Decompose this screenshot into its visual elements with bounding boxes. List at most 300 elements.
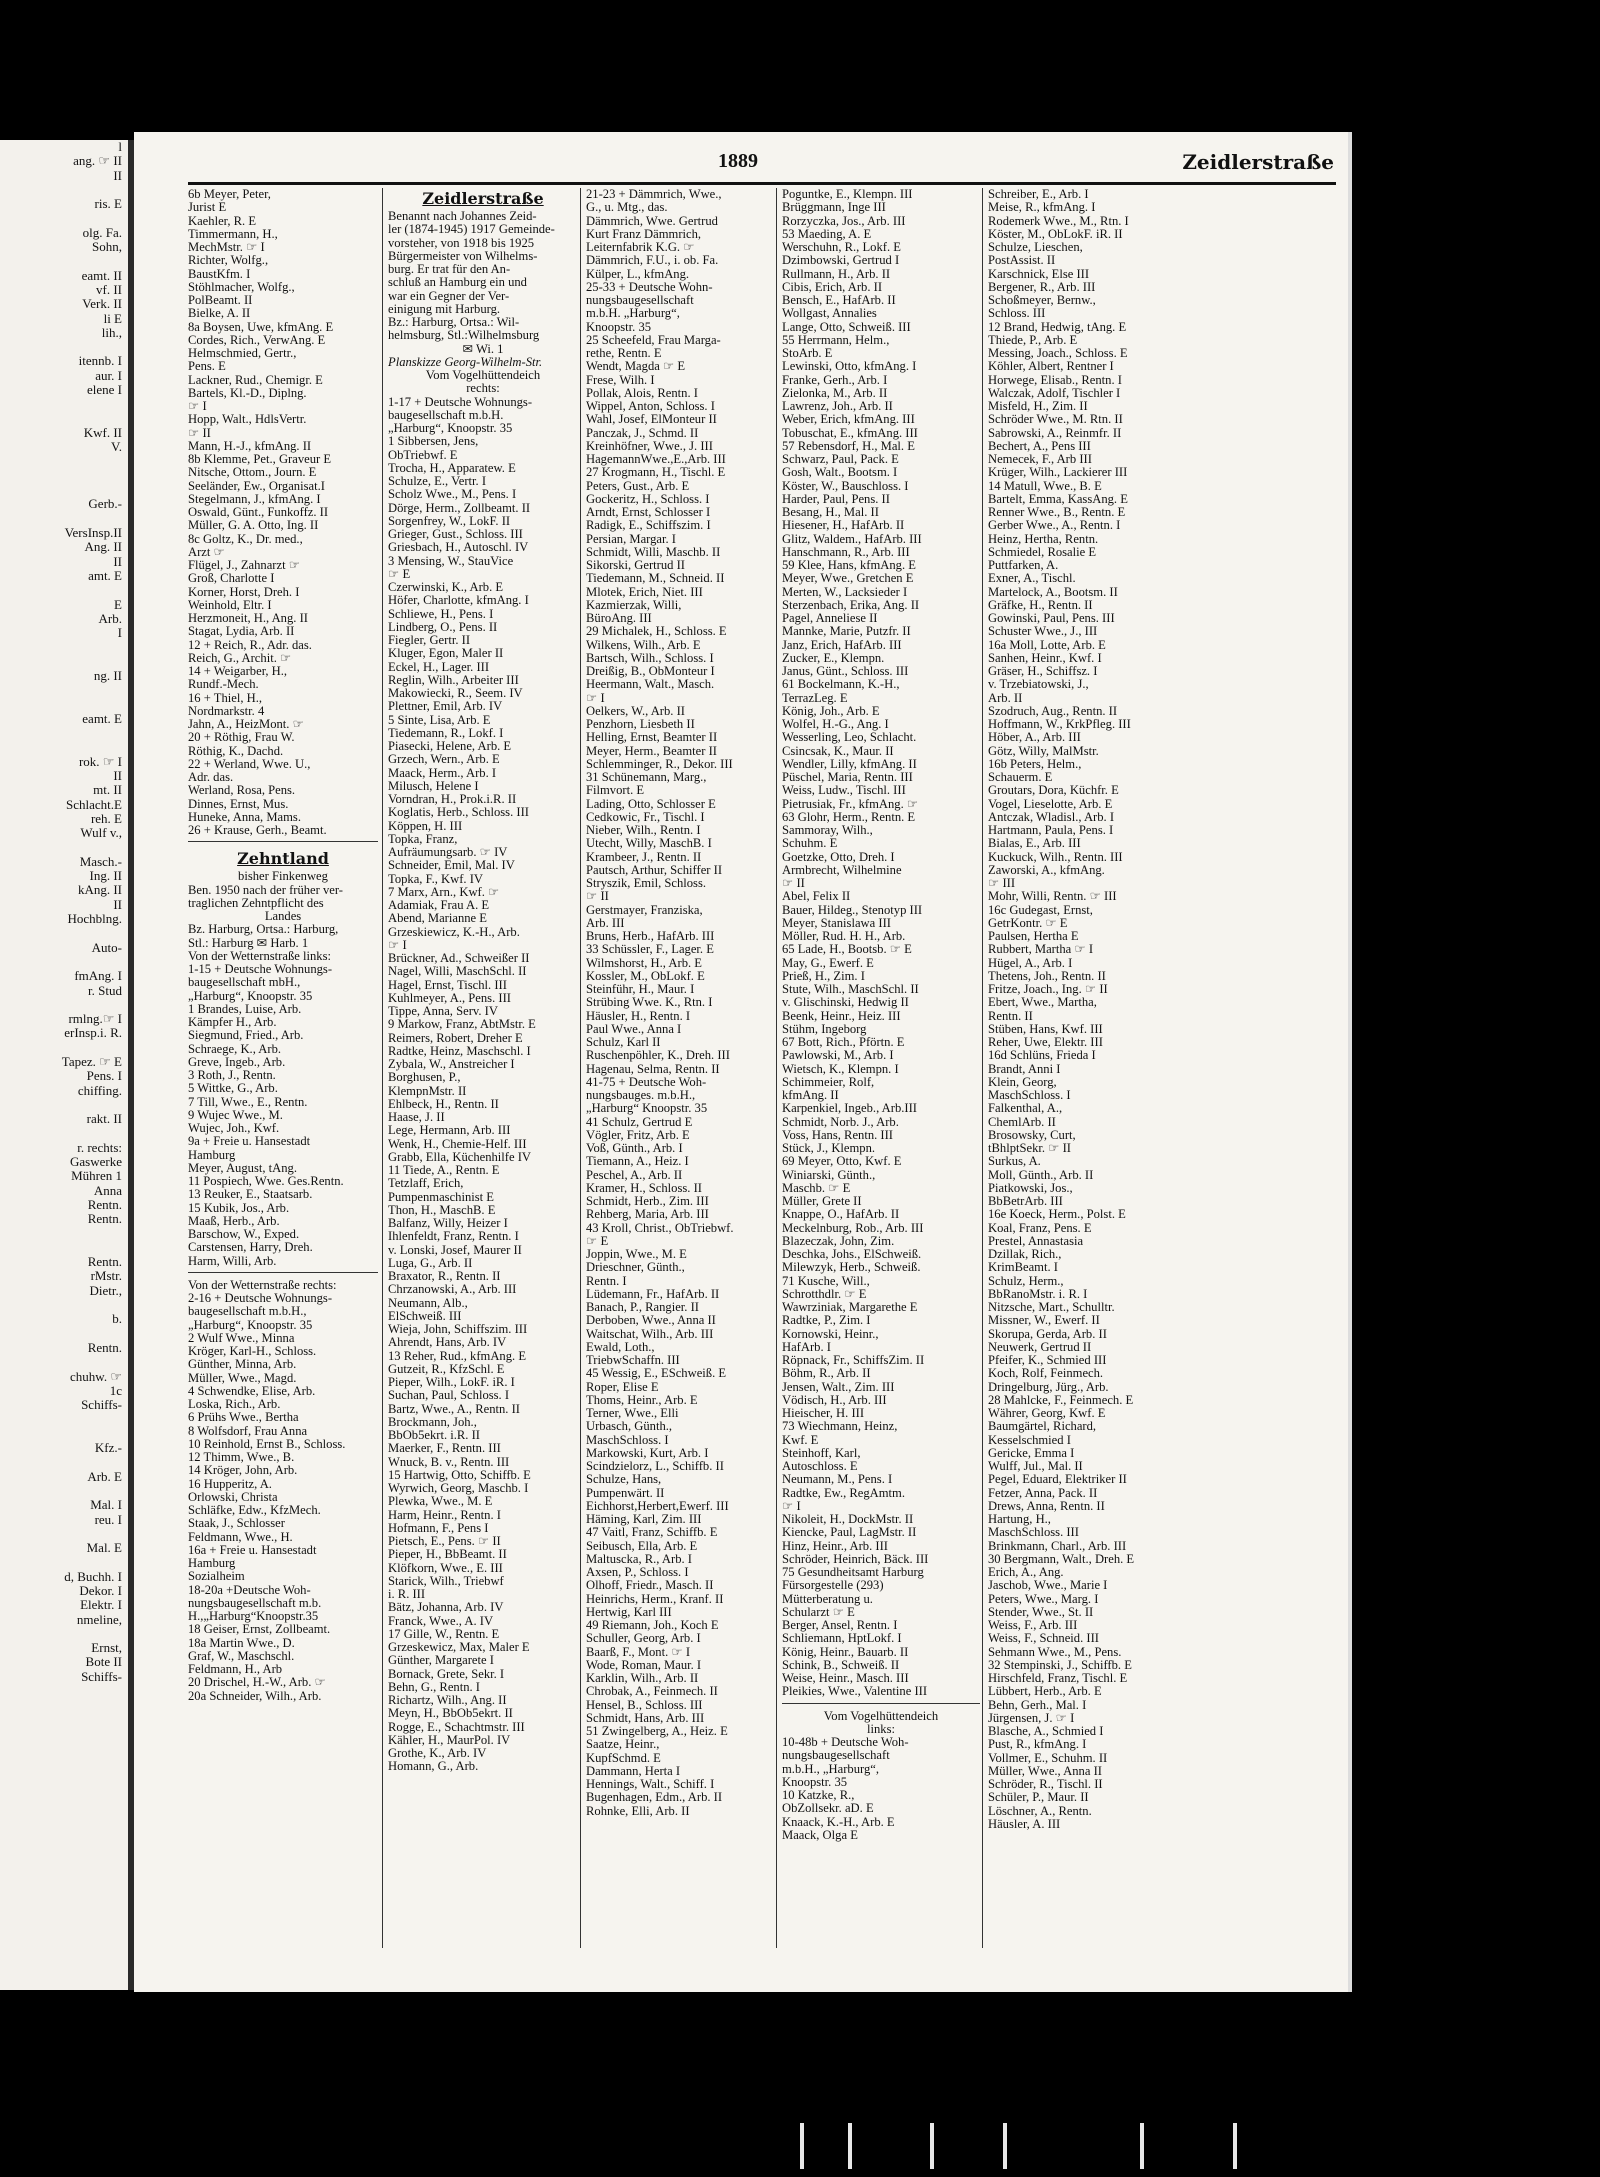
directory-entry: Bialas, E., Arb. III: [988, 837, 1081, 851]
directory-entry: 16e Koeck, Herm., Polst. E: [988, 1208, 1126, 1222]
previous-page-line: Bote II: [85, 1654, 122, 1670]
directory-entry: Pust, R., kfmAng. I: [988, 1738, 1087, 1752]
directory-entry: 73 Wiechmann, Heinz,: [782, 1420, 898, 1434]
directory-entry: ☞ I: [188, 400, 207, 413]
directory-entry: Rogge, E., Schachtmstr. III: [388, 1720, 525, 1734]
directory-entry: Sammoray, Wilh.,: [782, 824, 873, 837]
directory-entry: Dörge, Herm., Zollbeamt. II: [388, 501, 531, 515]
directory-entry: Weiss, F., Arb. III: [988, 1619, 1078, 1632]
directory-entry: 41-75 + Deutsche Woh-: [586, 1075, 707, 1089]
directory-entry: Voss, Hans, Rentn. III: [782, 1128, 894, 1142]
previous-page-line: reh. E: [90, 810, 122, 826]
previous-page-line: II: [113, 896, 122, 912]
directory-entry: Leiternfabrik K.G. ☞: [586, 241, 695, 254]
directory-entry: Pagel, Anneliese II: [782, 612, 878, 625]
directory-entry: Kluger, Egon, Maler II: [388, 647, 504, 661]
directory-entry: Bartz, Wwe., A., Rentn. II: [388, 1402, 520, 1416]
directory-entry: Bornack, Grete, Sekr. I: [388, 1667, 505, 1681]
directory-entry: Hagel, Ernst, Tischl. III: [388, 978, 507, 992]
directory-entry: Ihlenfeldt, Franz, Rentn. I: [388, 1230, 519, 1244]
directory-entry: Günther, Margarete I: [388, 1654, 494, 1668]
directory-entry: 16a Moll, Lotte, Arb. E: [988, 638, 1106, 652]
directory-entry: Eichhorst,Herbert,Ewerf. III: [586, 1499, 729, 1513]
street-note: Planskizze Georg-Wilhelm-Str.: [388, 355, 543, 369]
directory-entry: Wietsch, K., Klempn. I: [782, 1062, 899, 1076]
directory-entry: ☞ E: [586, 1234, 609, 1248]
directory-entry: 16c Gudegast, Ernst,: [988, 903, 1093, 917]
directory-entry: Schmidt, Herb., Zim. III: [586, 1195, 709, 1208]
directory-entry: Müller, G. A. Otto, Ing. II: [188, 519, 319, 533]
directory-entry: Ebert, Wwe., Martha,: [988, 996, 1097, 1010]
directory-entry: Rohnke, Elli, Arb. II: [586, 1804, 690, 1818]
directory-entry: Dammann, Herta I: [586, 1764, 681, 1778]
directory-entry: Gockeritz, H., Schloss. I: [586, 492, 710, 506]
directory-entry: Neumann, Alb.,: [388, 1296, 468, 1310]
directory-entry: 2 Wulf Wwe., Minna: [188, 1331, 295, 1345]
directory-entry: Brosowsky, Curt,: [988, 1128, 1076, 1142]
directory-entry: Luga, G., Arb. II: [388, 1256, 473, 1270]
directory-entry: Heinz, Hertha, Rentn.: [988, 532, 1099, 546]
directory-entry: Schliemann, HptLokf. I: [782, 1632, 902, 1646]
directory-entry: Weinhold, Eltr. I: [188, 598, 272, 612]
directory-entry: Bartsch, Wilh., Schloss. I: [586, 651, 714, 665]
directory-entry: Schink, B., Schweiß. II: [782, 1658, 900, 1672]
directory-entry: Kossler, M., ObLokf. E: [586, 969, 705, 983]
directory-entry: 13 Reuker, E., Staatsarb.: [188, 1188, 313, 1202]
directory-entry: Pollak, Alois, Rentn. I: [586, 386, 698, 400]
previous-page-line: [0, 1527, 128, 1541]
directory-entry: Prestel, Annastasia: [988, 1234, 1084, 1248]
directory-entry: 5 Wittke, G., Arb.: [188, 1082, 278, 1096]
previous-page-line: Ing. II: [89, 868, 122, 884]
directory-entry: v. Trzebiatowski, J.,: [988, 678, 1089, 692]
directory-entry: Wahl, Josef, ElMonteur II: [586, 413, 717, 427]
directory-entry: Wode, Roman, Maur. I: [586, 1658, 702, 1672]
directory-entry: Griesbach, H., Autoschl. IV: [388, 541, 529, 555]
directory-entry: Balfanz, Willy, Heizer I: [388, 1217, 508, 1230]
directory-entry: Besang, H., Mal. II: [782, 506, 879, 519]
directory-entry: Renner Wwe., B., Rentn. E: [988, 506, 1126, 519]
previous-page-line: Schiffs-: [81, 1397, 122, 1413]
directory-entry: Thon, H., MaschB. E: [388, 1203, 496, 1217]
previous-page-line: [0, 254, 128, 268]
previous-page-line: eamt. II: [81, 267, 122, 283]
directory-entry: Gräser, H., Schiffsz. I: [988, 665, 1098, 678]
directory-entry: Erich, A., Ang.: [988, 1566, 1064, 1579]
columns: [188, 188, 1336, 1948]
directory-entry: Hofmann, F., Pens I: [388, 1521, 489, 1535]
previous-page-line: Verk. II: [82, 296, 122, 312]
directory-entry: Zucker, E., Klempn.: [782, 651, 885, 665]
directory-entry: Schloss. III: [988, 307, 1046, 321]
directory-entry: Ahrendt, Hans, Arb. IV: [388, 1336, 507, 1350]
previous-page-line: [0, 740, 128, 754]
directory-entry: HafArb. I: [782, 1340, 831, 1354]
directory-entry: 27 Krogmann, H., Tischl. E: [586, 466, 726, 480]
directory-entry: Möller, Rud. H. H., Arb.: [782, 930, 906, 943]
directory-entry: Götz, Willy, MalMstr.: [988, 744, 1099, 758]
directory-entry: Schimmeier, Rolf,: [782, 1075, 875, 1089]
directory-entry: einigung mit Harburg.: [388, 302, 501, 316]
directory-entry: Olhoff, Friedr., Masch. II: [586, 1579, 714, 1593]
directory-entry: Arb. III: [586, 916, 625, 930]
directory-entry: Schröder Wwe., M. Rtn. II: [988, 413, 1123, 427]
directory-entry: tBhlptSekr. ☞ II: [988, 1142, 1072, 1155]
directory-entry: TerrazLeg. E: [782, 691, 848, 705]
street-heading: Zehntland: [237, 849, 329, 869]
directory-entry: Helling, Ernst, Beamter II: [586, 731, 718, 745]
directory-entry: 15 Hartwig, Otto, Schiffb. E: [388, 1468, 531, 1482]
directory-entry: Axsen, P., Schloss. I: [586, 1566, 689, 1579]
directory-entry: Schröder, Heinrich, Bäck. III: [782, 1552, 929, 1566]
directory-entry: Chrzanowski, A., Arb. III: [388, 1283, 517, 1297]
directory-entry: Fürsorgestelle (293): [782, 1579, 884, 1593]
previous-page-line: ng. II: [93, 667, 122, 683]
directory-entry: Groutars, Dora, Küchfr. E: [988, 784, 1119, 798]
directory-entry: Hensel, B., Schloss. III: [586, 1698, 703, 1712]
directory-entry: „Harburg“, Knoopstr. 35: [188, 1318, 313, 1332]
directory-entry: Wendler, Lilly, kfmAng. II: [782, 757, 917, 771]
directory-entry: Joppin, Wwe., M. E: [586, 1248, 687, 1261]
directory-entry: Schüler, P., Maur. II: [988, 1791, 1089, 1805]
directory-entry: Puttfarken, A.: [988, 559, 1059, 572]
directory-entry: Roper, Elise E: [586, 1380, 659, 1394]
directory-entry: 69 Meyer, Otto, Kwf. E: [782, 1155, 902, 1169]
previous-page-line: Gaswerke: [70, 1154, 122, 1170]
directory-entry: Nitzsche, Mart., Schulltr.: [988, 1301, 1115, 1314]
directory-entry: Sehmann Wwe., M., Pens.: [988, 1645, 1122, 1659]
directory-entry: Karpenkiel, Ingeb., Arb.III: [782, 1102, 917, 1116]
directory-entry: baugesellschaft m.b.H.,: [188, 1305, 307, 1319]
directory-entry: Brandt, Anni I: [988, 1062, 1061, 1076]
directory-entry: Wollgast, Annalies: [782, 307, 877, 321]
directory-entry: 14 + Weigarber, H.,: [188, 665, 288, 678]
binding-mark: [848, 2123, 852, 2169]
binding-mark: [1140, 2123, 1144, 2169]
directory-entry: Cordes, Rich., VerwAng. E: [188, 333, 326, 347]
directory-entry: 47 Vaitl, Franz, Schiffb. E: [586, 1526, 718, 1540]
directory-entry: Exner, A., Tischl.: [988, 572, 1076, 586]
directory-entry: Sorgenfrey, W., LokF. II: [388, 514, 511, 528]
directory-entry: Kähler, H., MaurPol. IV: [388, 1733, 511, 1747]
directory-entry: 67 Bott, Rich., Pförtn. E: [782, 1036, 905, 1049]
directory-entry: Hanschmann, R., Arb. III: [782, 545, 910, 559]
previous-page-line: amt. E: [88, 567, 122, 583]
directory-entry: Bz.: Harburg, Ortsa.: Wil-: [388, 316, 520, 329]
previous-page-line: Dekor. I: [79, 1582, 122, 1598]
directory-entry: Pleikies, Wwe., Valentine III: [782, 1685, 928, 1699]
directory-entry: baugesellschaft mbH.,: [188, 976, 301, 990]
directory-entry: 25 Scheefeld, Frau Marga-: [586, 333, 721, 347]
directory-entry: 1 Brandes, Luise, Arb.: [188, 1002, 302, 1016]
directory-entry: Wendt, Magda ☞ E: [586, 360, 686, 374]
directory-entry: Thoms, Heinr., Arb. E: [586, 1393, 698, 1407]
previous-page-line: Schiffs-: [81, 1668, 122, 1684]
directory-entry: Von der Wetternstraße rechts:: [188, 1278, 337, 1292]
directory-entry: Müller, Wwe., Magd.: [188, 1371, 297, 1385]
directory-entry: 32 Stempinski, J., Schiffb. E: [988, 1658, 1132, 1672]
directory-entry: „Harburg“, Knoopstr. 35: [388, 422, 513, 435]
directory-entry: Karklin, Wilh., Arb. II: [586, 1672, 699, 1685]
directory-entry: Prieß, H., Zim. I: [782, 969, 865, 983]
street-note: bisher Finkenweg: [238, 870, 328, 884]
directory-entry: Topka, Franz,: [388, 832, 458, 846]
directory-entry: Reich, G., Archit. ☞: [188, 651, 292, 665]
directory-entry: ☞ II: [782, 877, 805, 890]
previous-page-line: Sohn,: [92, 239, 122, 255]
directory-entry: 8b Klemme, Pet., Graveur E: [188, 453, 332, 466]
directory-entry: Janz, Erich, HafArb. III: [782, 638, 902, 652]
directory-entry: Homann, G., Arb.: [388, 1760, 479, 1774]
directory-entry: Wenk, H., Chemie-Helf. III: [388, 1137, 527, 1151]
directory-entry: 45 Wessig, E., ESchweiß. E: [586, 1367, 727, 1381]
previous-page-line: V.: [111, 439, 122, 455]
directory-entry: Schröder, R., Tischl. II: [988, 1778, 1103, 1791]
directory-entry: Stagat, Lydia, Arb. II: [188, 625, 295, 639]
directory-entry: Stüben, Hans, Kwf. III: [988, 1022, 1103, 1036]
directory-entry: Knaack, K.-H., Arb. E: [782, 1815, 895, 1829]
directory-entry: Schulz, Herm.,: [988, 1274, 1064, 1288]
directory-entry: KlempnMstr. II: [388, 1084, 467, 1098]
directory-entry: Falkenthal, A.,: [988, 1102, 1063, 1116]
directory-entry: Piatkowski, Jos.,: [988, 1181, 1073, 1195]
directory-entry: Kuckuck, Wilh., Rentn. III: [988, 850, 1123, 864]
directory-entry: „Harburg“, Knoopstr. 35: [188, 989, 313, 1003]
directory-entry: Kröger, Karl-H., Schloss.: [188, 1345, 317, 1358]
previous-page-line: kAng. II: [77, 882, 122, 898]
directory-entry: 9 Markow, Franz, AbtMstr. E: [388, 1018, 536, 1032]
directory-entry: Stl.: Harburg ✉ Harb. 1: [188, 936, 309, 950]
directory-entry: Lange, Otto, Schweiß. III: [782, 320, 911, 334]
directory-entry: Schuhm. E: [782, 837, 838, 851]
directory-entry: Koal, Franz, Pens. E: [988, 1221, 1092, 1235]
directory-entry: Krambeer, J., Rentn. II: [586, 850, 702, 864]
directory-entry: Reimers, Robert, Dreher E: [388, 1031, 523, 1045]
directory-entry: Urbasch, Günth.,: [586, 1420, 673, 1434]
directory-entry: ☞ I: [388, 938, 407, 952]
directory-entry: Haase, J. II: [388, 1111, 445, 1124]
directory-entry: Wyrwich, Georg, Maschb. I: [388, 1482, 529, 1495]
directory-entry: Winiarski, Günth.,: [782, 1168, 876, 1182]
directory-entry: Klein, Georg,: [988, 1075, 1057, 1089]
directory-entry: Schraege, K., Arb.: [188, 1042, 282, 1056]
directory-entry: Bauer, Hildeg., Stenotyp III: [782, 903, 923, 917]
directory-entry: Messing, Joach., Schloss. E: [988, 347, 1128, 360]
binding-mark: [800, 2123, 804, 2169]
previous-page-line: aur. I: [95, 367, 122, 383]
directory-entry: Nieber, Wilh., Rentn. I: [586, 824, 701, 837]
directory-entry: Starick, Wilh., Triebwf: [388, 1574, 504, 1588]
previous-page-line: [0, 955, 128, 969]
directory-entry: Bruns, Herb., HafArb. III: [586, 930, 715, 943]
directory-entry: Weise, Heinr., Masch. III: [782, 1672, 909, 1685]
previous-page-line: Rentn.: [87, 1196, 122, 1212]
directory-entry: MaschSchloss. III: [988, 1526, 1079, 1540]
previous-page-line: Rentn.: [87, 1339, 122, 1355]
directory-entry: 11 Pospiech, Wwe. Ges.Rentn.: [188, 1175, 344, 1188]
directory-entry: Schoßmeyer, Bernw.,: [988, 294, 1096, 307]
directory-entry: KrimBeamt. I: [988, 1261, 1058, 1275]
directory-entry: Frese, Wilh. I: [586, 373, 655, 387]
directory-entry: Müller, Wwe., Anna II: [988, 1764, 1102, 1778]
street-heading: Zeidlerstraße: [422, 189, 544, 208]
directory-entry: Grzeskiewicz, K.-H., Arb.: [388, 925, 520, 939]
previous-page-line: ris. E: [94, 196, 122, 212]
directory-entry: Sikorski, Gertrud II: [586, 559, 685, 572]
directory-entry: Drieschner, Günth.,: [586, 1261, 685, 1275]
directory-entry: Schmiedel, Rosalie E: [988, 545, 1097, 559]
previous-page-line: [0, 1227, 128, 1241]
directory-entry: Gräfke, H., Rentn. II: [988, 598, 1093, 612]
directory-entry: Reher, Uwe, Elektr. III: [988, 1036, 1103, 1049]
directory-entry: 61 Bockelmann, K.-H.,: [782, 678, 900, 692]
directory-entry: Stegelmann, J., kfmAng. I: [188, 492, 321, 506]
directory-entry: Meyer, Stanislawa III: [782, 916, 891, 930]
directory-entry: Dämmrich, Wwe. Gertrud: [586, 214, 718, 228]
directory-entry: Rubbert, Martha ☞ I: [988, 943, 1094, 957]
previous-page-line: nmeline,: [76, 1611, 122, 1627]
directory-entry: Schulz, Karl II: [586, 1036, 661, 1049]
directory-entry: Hieischer, H. III: [782, 1407, 865, 1420]
directory-entry: Jensen, Walt., Zim. III: [782, 1380, 895, 1394]
directory-entry: Arzt ☞: [188, 545, 225, 559]
directory-entry: Helmschmied, Gertr.,: [188, 347, 297, 360]
previous-page-line: d, Buchh. I: [64, 1568, 122, 1584]
previous-page-line: [0, 1484, 128, 1498]
directory-entry: Knappe, O., HafArb. II: [782, 1208, 900, 1222]
previous-page-line: Elektr. I: [80, 1597, 122, 1613]
directory-entry: Terner, Wwe., Elli: [586, 1407, 679, 1420]
directory-entry: G., u. Mtg., das.: [586, 201, 668, 215]
directory-entry: Neuwerk, Gertrud II: [988, 1340, 1092, 1354]
directory-entry: Maschb. ☞ E: [782, 1181, 851, 1195]
section-divider: [188, 1272, 378, 1279]
binding-mark: [1233, 2123, 1237, 2169]
directory-entry: 3 Roth, J., Rentn.: [188, 1069, 276, 1082]
previous-page-line: Mal. E: [86, 1540, 122, 1556]
directory-entry: Harm, Heinr., Rentn. I: [388, 1508, 501, 1522]
directory-entry: i. R. III: [388, 1588, 426, 1601]
directory-entry: Feldmann, Wwe., H.: [188, 1530, 293, 1544]
directory-entry: Penzhorn, Liesbeth II: [586, 718, 695, 731]
directory-entry: Rodemerk Wwe., M., Rtn. I: [988, 214, 1129, 228]
directory-entry: Meise, R., kfmAng. I: [988, 201, 1096, 215]
directory-entry: Csincsak, K., Maur. II: [782, 744, 894, 758]
directory-entry: 26 + Krause, Gerh., Beamt.: [188, 824, 327, 837]
directory-entry: Lindberg, O., Pens. II: [388, 620, 498, 634]
directory-entry: Makowiecki, R., Seem. IV: [388, 687, 523, 700]
directory-entry: Weber, Erich, kfmAng. III: [782, 413, 915, 427]
directory-entry: Hartmann, Paula, Pens. I: [988, 824, 1114, 837]
directory-entry: May, G., Ewerf. E: [782, 956, 874, 970]
directory-entry: Gosh, Walt., Bootsm. I: [782, 466, 898, 480]
directory-entry: Schmidt, Norb. J., Arb.: [782, 1115, 899, 1129]
directory-entry: Schwarz, Paul, Pack. E: [782, 453, 899, 466]
directory-entry: Wolfel, H.-G., Ang. I: [782, 718, 889, 731]
street-note: Landes: [264, 910, 302, 923]
directory-entry: Heermann, Walt., Masch.: [586, 678, 715, 692]
directory-entry: 29 Michalek, H., Schloss. E: [586, 625, 727, 639]
previous-page-line: mt. II: [93, 782, 122, 798]
previous-page-line: Rentn.: [87, 1211, 122, 1227]
directory-entry: Kwf. E: [782, 1433, 819, 1447]
directory-entry: 63 Glohr, Herm., Rentn. E: [782, 810, 916, 824]
directory-entry: 21-23 + Dämmrich, Wwe.,: [586, 188, 722, 201]
street-note: Vom Vogelhüttendeich: [823, 1709, 939, 1723]
directory-entry: Höfer, Charlotte, kfmAng. I: [388, 594, 529, 608]
directory-entry: Knoopstr. 35: [782, 1775, 848, 1789]
directory-entry: Franke, Gerh., Arb. I: [782, 373, 888, 387]
column-1: [188, 188, 378, 1948]
directory-entry: Seibusch, Ella, Arb. E: [586, 1539, 698, 1553]
directory-entry: Gutzeit, R., KfzSchl. E: [388, 1362, 505, 1376]
directory-entry: Pieper, H., BbBeamt. II: [388, 1548, 507, 1562]
directory-entry: Baarß, F., Mont. ☞ I: [586, 1645, 691, 1659]
directory-entry: Blasche, A., Schmied I: [988, 1725, 1104, 1738]
page-edge: [1348, 132, 1352, 1992]
directory-entry: Wilmshorst, H., Arb. E: [586, 956, 702, 970]
directory-entry: 14 Matull, Wwe., B. E: [988, 479, 1102, 493]
directory-entry: Herzmoneit, H., Ang. II: [188, 612, 308, 625]
directory-entry: Armbrecht, Wilhelmine: [782, 863, 902, 877]
directory-entry: ☞ I: [586, 691, 605, 705]
previous-page-line: ang. ☞ II: [73, 153, 122, 169]
previous-page-line: Hochblng.: [67, 911, 122, 927]
directory-entry: Peters, Gust., Arb. E: [586, 479, 690, 493]
previous-page-line: Kfz.-: [94, 1440, 122, 1456]
directory-entry: 28 Mahlcke, F., Feinmech. E: [988, 1393, 1134, 1407]
directory-entry: Schneider, Emil, Mal. IV: [388, 859, 515, 873]
directory-entry: Hagenau, Selma, Rentn. II: [586, 1062, 720, 1076]
previous-page-line: [0, 512, 128, 526]
directory-entry: Schulze, Hans,: [586, 1473, 662, 1487]
column-4: [782, 188, 980, 1948]
directory-entry: Sozialheim: [188, 1570, 245, 1584]
directory-entry: Stück, J., Klempn.: [782, 1142, 876, 1155]
directory-entry: Feldmann, H., Arb: [188, 1663, 283, 1676]
directory-entry: Pautsch, Arthur, Schiffer II: [586, 863, 723, 877]
previous-page-line: [0, 841, 128, 855]
directory-entry: Radtke, Heinz, Maschschl. I: [388, 1044, 531, 1058]
directory-entry: Braxator, R., Rentn. II: [388, 1270, 501, 1283]
directory-entry: Meyer, Wwe., Gretchen E: [782, 572, 914, 586]
directory-entry: Lübbert, Herb., Arb. E: [988, 1685, 1102, 1699]
directory-entry: Oswald, Günt., Funkoffz. II: [188, 506, 329, 519]
previous-page-line: Gerb.-: [88, 496, 122, 512]
directory-entry: Pietrusiak, Fr., kfmAng. ☞: [782, 797, 919, 811]
directory-entry: BaustKfm. I: [188, 267, 251, 281]
directory-entry: Filmvort. E: [586, 784, 645, 798]
previous-page-line: [0, 583, 128, 597]
previous-page-line: [0, 412, 128, 426]
previous-page-line: itennb. I: [78, 353, 122, 369]
directory-entry: nungsbaugesellschaft m.b.: [188, 1596, 322, 1610]
directory-entry: Wujec, Joh., Kwf.: [188, 1122, 280, 1135]
directory-entry: Stühm, Ingeborg: [782, 1022, 867, 1036]
column-rule: [982, 188, 983, 1948]
directory-entry: vorsteher, von 1918 bis 1925: [388, 236, 535, 250]
directory-entry: Radtke, Ew., RegAmtm.: [782, 1486, 906, 1500]
directory-entry: Moll, Günth., Arb. II: [988, 1168, 1094, 1182]
directory-entry: Wesserling, Leo, Schlacht.: [782, 731, 917, 745]
previous-page-line: VersInsp.II: [64, 525, 122, 541]
directory-entry: Vögler, Fritz, Arb. E: [586, 1128, 690, 1142]
previous-page-line: l: [118, 140, 122, 154]
directory-entry: Brüggmann, Inge III: [782, 201, 886, 215]
running-head: Zeidlerstraße: [1182, 150, 1334, 174]
directory-entry: Koch, Rolf, Feinmech.: [988, 1367, 1104, 1381]
directory-entry: 49 Riemann, Joh., Koch E: [586, 1619, 719, 1632]
